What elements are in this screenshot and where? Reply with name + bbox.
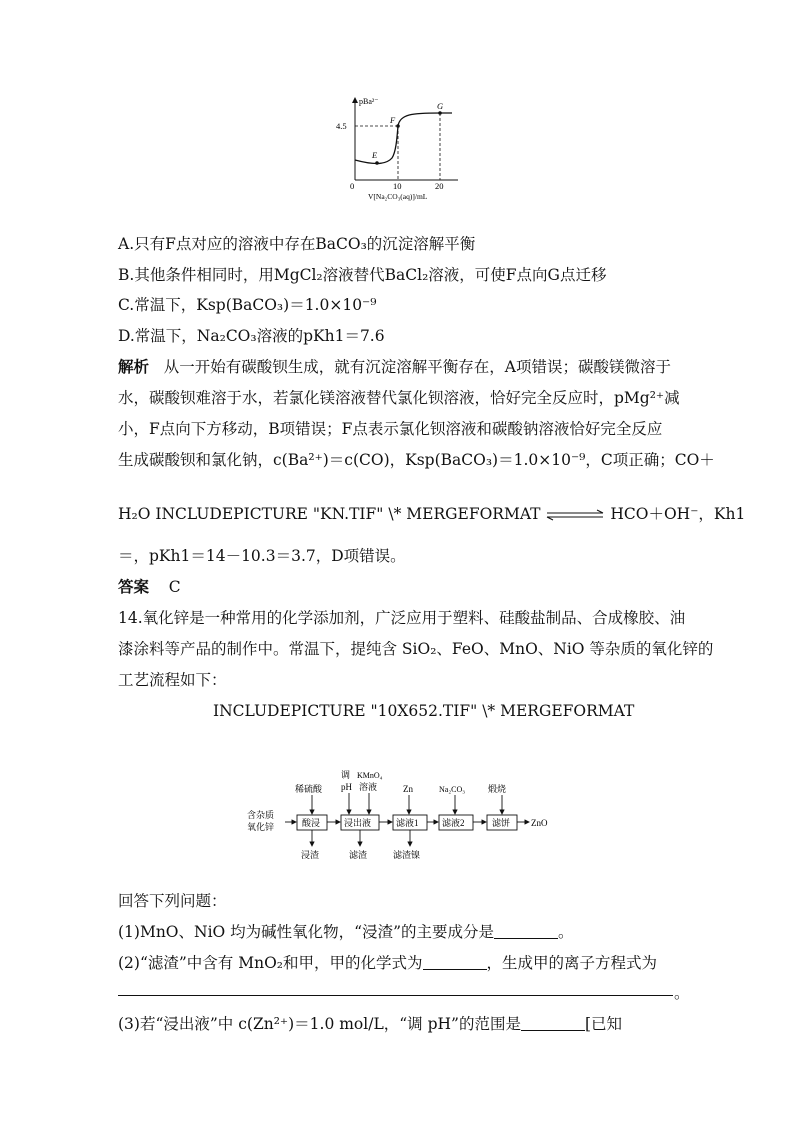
flow-box-label-2: 浸出液 <box>344 818 372 828</box>
point-e-label: E <box>372 150 378 160</box>
q14-line-2: 漆涂料等产品的制作中。常温下，提纯含 SiO₂、FeO、MnO、NiO 等杂质的氧化锌的 <box>118 640 714 658</box>
x-tick-10: 10 <box>393 181 402 191</box>
question-1-text: (1)MnO、NiO 均为碱性氧化物，“浸渣”的主要成分是 <box>118 923 495 941</box>
analysis-text-1: 从一开始有碳酸钡生成，就有沉淀溶解平衡存在，A项错误；碳酸镁微溶于 <box>163 358 671 376</box>
flow-box-label-3: 滤液1 <box>396 818 419 828</box>
analysis-line-1 <box>118 356 671 378</box>
answer-blank-1[interactable] <box>494 924 558 939</box>
point-g-label: G <box>437 101 444 111</box>
y-axis-label: pBa²⁻ <box>359 97 379 106</box>
flow-top-1: 稀硫酸 <box>295 784 323 794</box>
flow-start-label-2: 氧化锌 <box>247 822 275 832</box>
question-2-text-b: ，生成甲的离子方程式为 <box>486 954 658 972</box>
flow-box-label-1: 酸浸 <box>302 818 321 828</box>
y-tick-label: 4.5 <box>336 121 347 131</box>
process-flow-diagram <box>245 770 555 862</box>
x-tick-0: 0 <box>350 181 355 191</box>
question-1-end: 。 <box>558 923 574 941</box>
question-3-text: (3)若“浸出液”中 c(Zn²⁺)＝1.0 mol/L，“调 pH”的范围是 <box>118 1015 521 1033</box>
flow-top-2c: KMnO₄ <box>357 771 383 780</box>
analysis-line-4: 生成碳酸钡和氯化钠，c(Ba²⁺)＝c(CO)，Ksp(BaCO₃)＝1.0×10⁻⁹，C项正确；CO＋ <box>118 451 715 469</box>
analysis-label: 解析 <box>118 357 150 376</box>
answer-blank-4[interactable] <box>521 1016 585 1031</box>
q14-line-1: 14.氧化锌是一种常用的化学添加剂，广泛应用于塑料、硅酸盐制品、合成橡胶、油 <box>118 609 686 627</box>
point-g-marker <box>438 111 442 115</box>
equilibrium-arrow-icon <box>545 509 605 521</box>
question-2-text: (2)“滤渣”中含有 MnO₂和甲，甲的化学式为 <box>118 954 423 972</box>
option-a: A.只有F点对应的溶液中存在BaCO₃的沉淀溶解平衡 <box>118 235 476 253</box>
question-3 <box>118 1013 622 1035</box>
option-c: C.常温下，Ksp(BaCO₃)＝1.0×10⁻⁹ <box>118 296 377 314</box>
flow-top-2a: 调 <box>341 770 351 780</box>
point-e-marker <box>375 161 379 165</box>
q14-includepicture: INCLUDEPICTURE "10X652.TIF" \* MERGEFORMAT <box>213 702 635 720</box>
questions-intro: 回答下列问题： <box>118 892 227 910</box>
analysis-line-6: ＝，pKh1＝14－10.3＝3.7，D项错误。 <box>118 547 406 565</box>
answer-label: 答案 <box>118 577 150 596</box>
option-d: D.常温下，Na₂CO₃溶液的pKh1＝7.6 <box>118 327 385 345</box>
analysis-line-5 <box>118 503 745 525</box>
x-tick-20: 20 <box>435 181 444 191</box>
flow-top-2d: 溶液 <box>359 782 378 792</box>
titration-curve <box>355 113 452 164</box>
flow-start-label-1: 含杂质 <box>247 810 275 820</box>
answer-blank-3[interactable] <box>118 995 673 996</box>
point-f-label: F <box>390 115 396 125</box>
flow-box-label-4: 滤液2 <box>442 818 465 828</box>
analysis-text-5a: H₂O INCLUDEPICTURE "KN.TIF" \* MERGEFORMAT <box>118 505 541 523</box>
option-b: B.其他条件相同时，用MgCl₂溶液替代BaCl₂溶液，可使F点向G点迁移 <box>118 266 607 284</box>
flow-bottom-3: 滤渣镍 <box>393 850 421 860</box>
answer-blank-2[interactable] <box>423 955 487 970</box>
analysis-line-3: 小，F点向下方移动，B项错误；F点表示氯化钡溶液和碳酸钠溶液恰好完全反应 <box>118 420 663 438</box>
flow-bottom-1: 浸渣 <box>301 850 320 860</box>
flow-box-label-5: 滤饼 <box>492 818 511 828</box>
question-2-end: 。 <box>674 984 690 1002</box>
q14-line-3: 工艺流程如下： <box>118 671 227 689</box>
flow-top-3: Zn <box>403 784 413 794</box>
flow-product-label: ZnO <box>531 818 548 828</box>
flow-top-4: Na₂CO₃ <box>439 785 466 794</box>
flow-top-5: 煅烧 <box>488 784 507 794</box>
flow-top-2b: pH <box>341 782 352 792</box>
question-2 <box>118 952 657 974</box>
analysis-line-2: 水，碳酸钡难溶于水，若氯化镁溶液替代氯化钡溶液，恰好完全反应时，pMg²⁺减 <box>118 389 680 407</box>
answer-value: C <box>168 578 181 596</box>
flow-bottom-2: 滤渣 <box>349 850 368 860</box>
x-axis-label: V[Na₂CO₃(aq)]/mL <box>368 192 428 201</box>
point-f-marker <box>396 124 400 128</box>
titration-graph <box>330 92 480 204</box>
answer-line <box>118 576 181 598</box>
question-3-end: [已知 <box>584 1015 623 1033</box>
question-1 <box>118 921 574 943</box>
analysis-text-5b: HCO＋OH⁻，Kh1 <box>610 505 746 523</box>
y-axis-arrow <box>352 97 358 103</box>
